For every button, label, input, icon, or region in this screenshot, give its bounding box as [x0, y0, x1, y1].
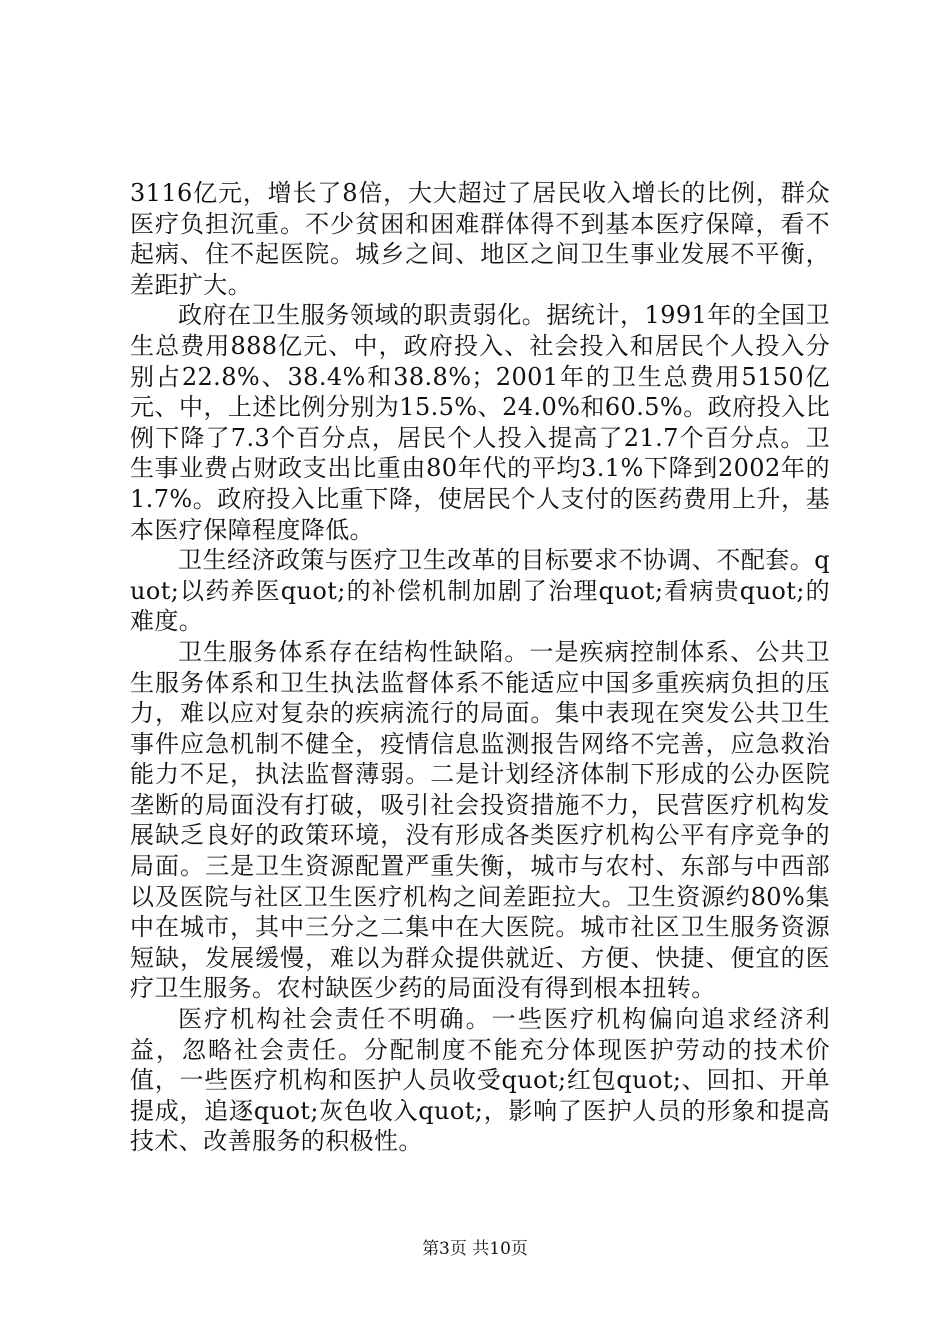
paragraph-continuation: 3116亿元，增长了8倍，大大超过了居民收入增长的比例，群众医疗负担沉重。不少贫困和困难群体得不到基本医疗保障，看不起病、住不起医院。城乡之间、地区之间卫生事业发展不平衡，差距扩大。: [130, 179, 830, 299]
paragraph-service-system: 卫生服务体系存在结构性缺陷。一是疾病控制体系、公共卫生服务体系和卫生执法监督体系不能适应中国多重疾病负担的压力，难以应对复杂的疾病流行的局面。集中表现在突发公共卫生事件应急机制不健全，疫情信息监测报告网络不完善，应急救治能力不足，执法监督薄弱。二是计划经济体制下形成的公办医院垄断的局面没有打破，吸引社会投资措施不力，民营医疗机构发展缺乏良好的政策环境，没有形成各类医疗机构公平有序竞争的局面。三是卫生资源配置严重失衡，城市与农村、东部与中西部以及医院与社区卫生医疗机构之间差距拉大。卫生资源约80%集中在城市，其中三分之二集中在大医院。城市社区卫生服务资源短缺，发展缓慢，难以为群众提供就近、方便、快捷、便宜的医疗卫生服务。农村缺医少药的局面没有得到根本扭转。: [130, 637, 830, 1003]
paragraph-social-responsibility: 医疗机构社会责任不明确。一些医疗机构偏向追求经济利益，忽略社会责任。分配制度不能充分体现医护劳动的技术价值，一些医疗机构和医护人员收受quot;红包quot;、回扣、开单提成，追逐quot;灰色收入quot;，影响了医护人员的形象和提高技术、改善服务的积极性。: [130, 1005, 830, 1156]
paragraph-economic-policy: 卫生经济政策与医疗卫生改革的目标要求不协调、不配套。quot;以药养医quot;的补偿机制加剧了治理quot;看病贵quot;的难度。: [130, 546, 830, 636]
page-footer: 第3页 共10页: [422, 1239, 528, 1259]
paragraph-government-role: 政府在卫生服务领域的职责弱化。据统计，1991年的全国卫生总费用888亿元、中，政府投入、社会投入和居民个人投入分别占22.8%、38.4%和38.8%；2001年的卫生总费用5150亿元、中，上述比例分别为15.5%、24.0%和60.5%。政府投入比例下降了7.3个百分点，居民个人投入提高了21.7个百分点。卫生事业费占财政支出比重由80年代的平均3.1%下降到2002年的1.7%。政府投入比重下降，使居民个人支付的医药费用上升，基本医疗保障程度降低。: [130, 301, 830, 544]
document-body: [130, 178, 830, 1157]
